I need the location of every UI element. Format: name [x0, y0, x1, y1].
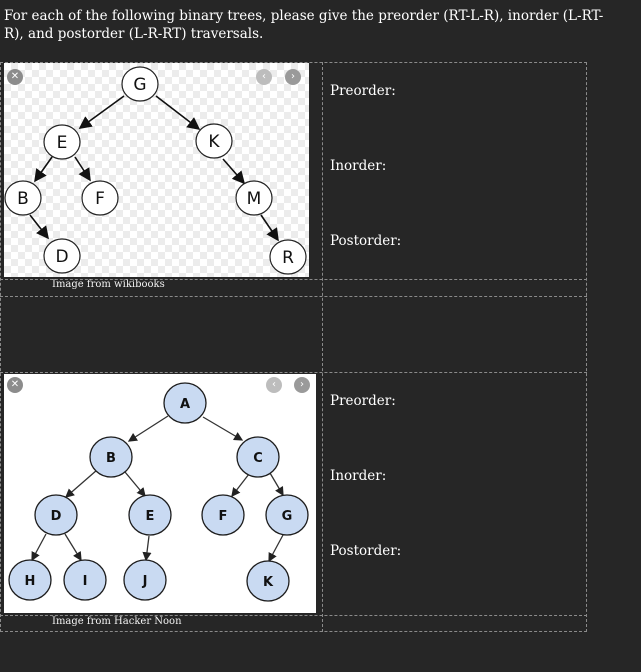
table-border: [322, 62, 323, 632]
tree1-label-m: M: [246, 189, 262, 209]
tree1-preorder-label: Preorder:: [330, 83, 396, 99]
next-image-icon[interactable]: ›: [294, 377, 310, 393]
tree1-label-k: K: [208, 132, 220, 152]
table-border: [0, 631, 587, 632]
tree2-diagram: [4, 374, 316, 613]
tree2-label-a: A: [179, 397, 191, 412]
question-text: For each of the following binary trees, please give the preorder (RT-L-R), inorder (L-RT-R), and postorder (L-R-RT) traversals.: [4, 8, 604, 42]
tree2-label-c: C: [253, 451, 263, 466]
tree2-label-d: D: [50, 509, 62, 524]
tree1-image: [4, 63, 309, 277]
tree1-label-e: E: [56, 133, 68, 153]
table-border: [0, 296, 587, 297]
tree1-label-g: G: [133, 75, 147, 95]
table-border: [0, 62, 1, 632]
tree2-label-e: E: [145, 509, 155, 524]
tree2-label-j: J: [142, 574, 148, 589]
tree2-label-h: H: [24, 574, 36, 589]
table-border: [586, 62, 587, 632]
tree1-inorder-label: Inorder:: [330, 158, 387, 174]
tree2-label-i: I: [82, 574, 88, 589]
tree1-label-f: F: [95, 189, 105, 209]
previous-image-icon[interactable]: ‹: [256, 69, 272, 85]
tree2-label-b: B: [106, 451, 116, 466]
remove-image-icon[interactable]: ✕: [7, 69, 23, 85]
tree2-preorder-label: Preorder:: [330, 393, 396, 409]
tree1-edges: [30, 96, 278, 240]
tree2-label-g: G: [281, 509, 293, 524]
table-border: [0, 372, 587, 373]
tree1-postorder-label: Postorder:: [330, 233, 402, 249]
tree1-diagram: [4, 63, 309, 277]
tree2-label-k: K: [262, 575, 274, 590]
next-image-icon[interactable]: ›: [285, 69, 301, 85]
tree1-caption: Image from wikibooks: [52, 279, 165, 290]
tree2-caption: Image from Hacker Noon: [52, 616, 182, 627]
tree1-label-b: B: [17, 189, 29, 209]
tree2-image: [4, 374, 316, 613]
tree1-label-d: D: [55, 247, 69, 267]
remove-image-icon[interactable]: ✕: [7, 377, 23, 393]
tree1-label-r: R: [282, 248, 294, 268]
previous-image-icon[interactable]: ‹: [266, 377, 282, 393]
tree2-edges: [32, 416, 283, 561]
tree2-label-f: F: [218, 509, 228, 524]
tree2-postorder-label: Postorder:: [330, 543, 402, 559]
tree2-inorder-label: Inorder:: [330, 468, 387, 484]
